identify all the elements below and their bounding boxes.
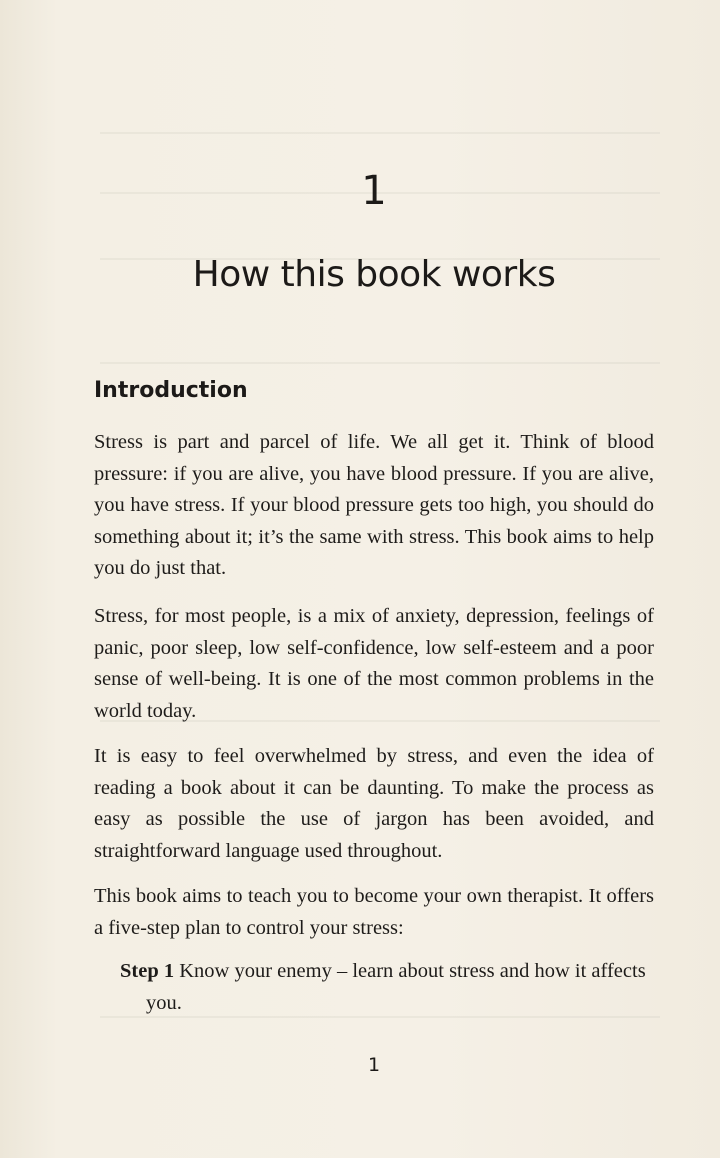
paragraph: It is easy to feel overwhelmed by stress, and even the idea of reading a book about it can be daunting. To make the process as easy as possible the use of jargon has been avoided, and straightforward language used throughout. [94, 745, 654, 862]
section-heading: Introduction [94, 378, 248, 403]
step-label: Step 1 [120, 960, 175, 982]
paragraph: Stress is part and parcel of life. We all get it. Think of blood pressure: if you are alive, you have blood pressure. If you are alive, you have stress. If your blood pressure gets too high, you should do something about it; it’s the same with stress. This book aims to help you do just that. [94, 431, 654, 579]
page-number: 1 [367, 1054, 381, 1076]
step-item [120, 956, 666, 1019]
chapter-number: 1 [361, 168, 387, 214]
paragraph: Stress, for most people, is a mix of anxiety, depression, feelings of panic, poor sleep, low self-confidence, low self-esteem and a poor sense of well-being. It is one of the most common problems in the world today. [94, 605, 654, 722]
chapter-title: How this book works [192, 254, 556, 295]
step-text: Know your enemy – learn about stress and how it affects you. [146, 960, 646, 1014]
bleed-through-line [100, 362, 660, 364]
bleed-through-line [100, 132, 660, 134]
paragraph: This book aims to teach you to become your own therapist. It offers a five-step plan to control your stress: [94, 885, 654, 939]
